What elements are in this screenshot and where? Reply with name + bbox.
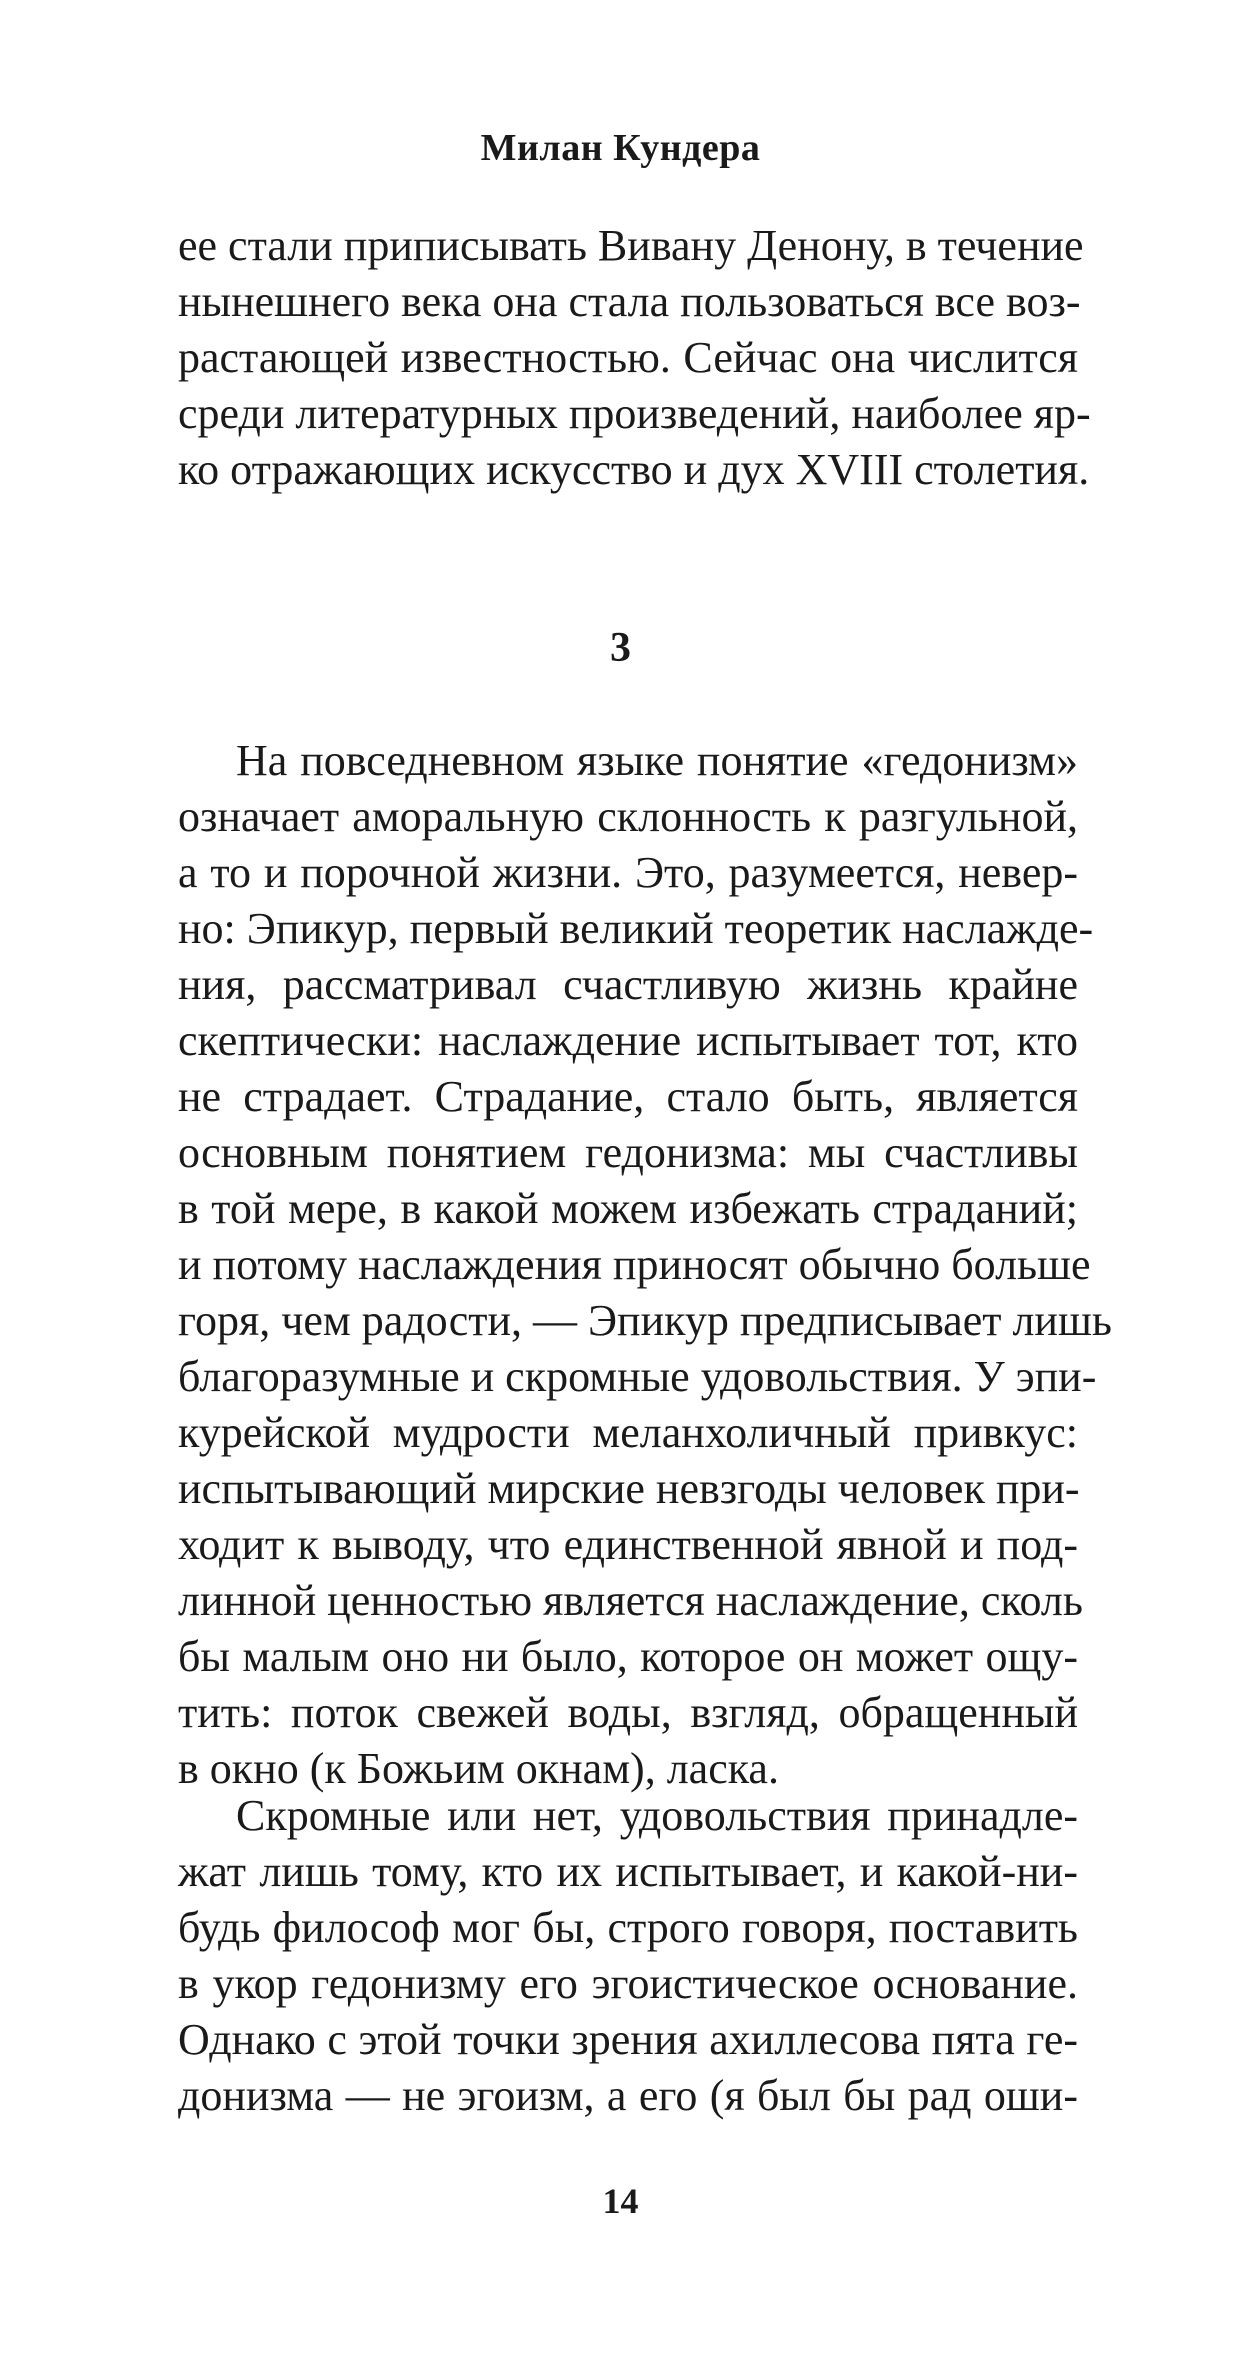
text-line: в укор гедонизму его эгоистическое основание. <box>178 1959 1078 2008</box>
text-line: в окно (к Божьим окнам), ласка. <box>178 1744 779 1793</box>
text-line: жат лишь тому, кто их испытывает, и какой-ни- <box>178 1847 1078 1896</box>
text-line: ходит к выводу, что единственной явной и под- <box>178 1520 1078 1569</box>
text-line: основным понятием гедонизма: мы счастливы <box>178 1128 1078 1177</box>
text-line: горя, чем радости, — Эпикур предписывает лишь <box>178 1296 1112 1345</box>
text-line: линной ценностью является наслаждение, сколь <box>178 1576 1083 1625</box>
text-line: ее стали приписывать Вивану Денону, в течение <box>178 221 1084 270</box>
running-title: Милан Кундера <box>480 127 761 169</box>
text-line: нынешнего века она стала пользоваться все воз- <box>178 277 1081 326</box>
text-line: в той мере, в какой можем избежать страданий; <box>178 1184 1078 1233</box>
text-line: Скромные или нет, удовольствия принадле- <box>236 1791 1078 1840</box>
text-line: ко отражающих искусство и дух XVIII столетия. <box>178 445 1090 494</box>
text-line: а то и порочной жизни. Это, разумеется, невер- <box>178 848 1078 897</box>
text-line: будь философ мог бы, строго говоря, поставить <box>178 1903 1078 1952</box>
text-line: скептически: наслаждение испытывает тот, кто <box>178 1016 1078 1065</box>
text-line: не страдает. Страдание, стало быть, является <box>178 1072 1078 1121</box>
text-line: бы малым оно ни было, которое он может ощу- <box>178 1632 1078 1681</box>
text-line: ния, рассматривал счастливую жизнь крайне <box>178 960 1078 1009</box>
text-line: благоразумные и скромные удовольствия. У эпи- <box>178 1352 1097 1401</box>
text-line: На повседневном языке понятие «гедонизм» <box>236 736 1078 785</box>
text-line: означает аморальную склонность к разгульной, <box>178 792 1078 841</box>
text-line: среди литературных произведений, наиболее яр- <box>178 389 1091 438</box>
text-line: донизма — не эгоизм, а его (я был бы рад оши- <box>178 2071 1078 2120</box>
page-number: 14 <box>602 2181 639 2221</box>
section-number: 3 <box>610 625 631 671</box>
paragraph-hedonism <box>178 733 1112 1797</box>
text-line: Однако с этой точки зрения ахиллесова пята ге- <box>178 2015 1078 2064</box>
text-line: испытывающий мирские невзгоды человек при- <box>178 1464 1080 1513</box>
paragraph-pleasures <box>178 1788 1078 2124</box>
text-line: но: Эпикур, первый великий теоретик наслажде- <box>178 904 1094 953</box>
text-line: курейской мудрости меланхоличный привкус: <box>178 1408 1078 1457</box>
text-line: растающей известностью. Сейчас она числится <box>178 333 1078 382</box>
continuation-paragraph <box>178 218 1091 498</box>
text-line: и потому наслаждения приносят обычно больше <box>178 1240 1091 1289</box>
text-line: тить: поток свежей воды, взгляд, обращенный <box>178 1688 1078 1737</box>
